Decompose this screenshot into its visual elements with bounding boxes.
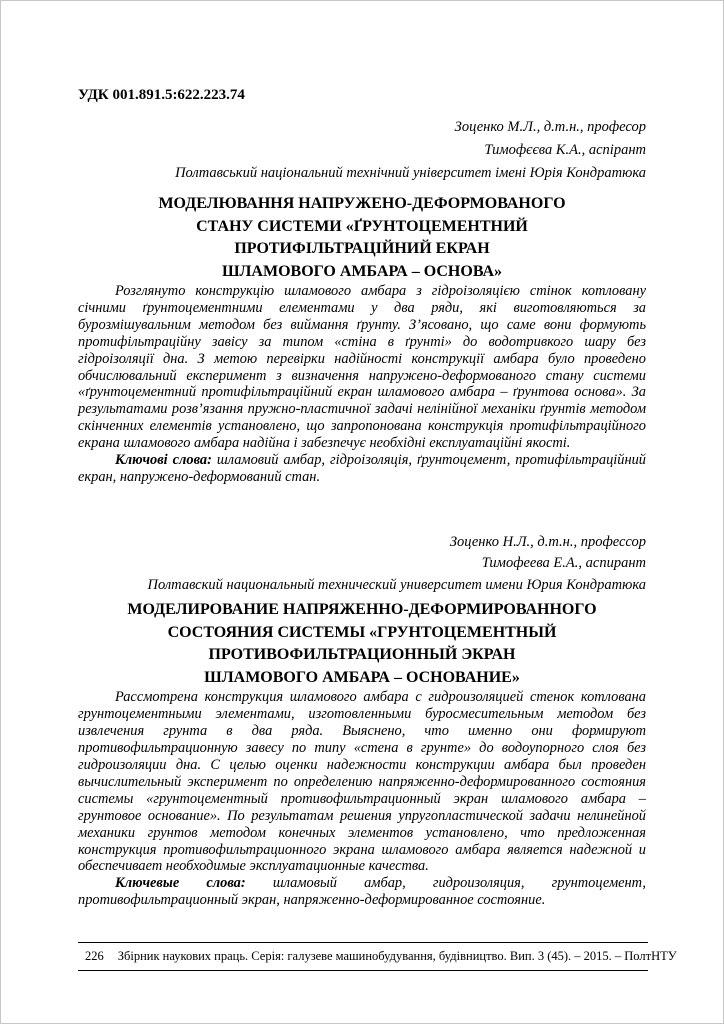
authors-block-ru — [78, 532, 646, 597]
title-line: МОДЕЛИРОВАНИЕ НАПРЯЖЕННО-ДЕФОРМИРОВАННОГО — [127, 601, 597, 619]
keywords-label-uk: Ключові слова: — [115, 452, 212, 469]
title-line: СОСТОЯНИЯ СИСТЕМЫ «ГРУНТОЦЕМЕНТНЫЙ — [167, 623, 557, 641]
keywords-text-ru: шламовый амбар, гидроизоляция, грунтоцемент, противофильтрационный экран, напряженно-деформированное состояние. — [78, 875, 646, 909]
keywords-text-uk: шламовий амбар, гідроізоляція, ґрунтоцемент, протифільтраційний екран, напружено-деформований стан. — [78, 452, 646, 485]
keywords-label-ru: Ключевые слова: — [115, 875, 246, 892]
title-line: ШЛАМОВОГО АМБАРА – ОСНОВАНИЕ» — [204, 668, 520, 686]
article-title-ru — [78, 599, 646, 689]
author-line: Зоценко Н.Л., д.т.н., профессор — [449, 533, 646, 550]
title-line: ШЛАМОВОГО АМБАРА – ОСНОВА» — [221, 262, 503, 280]
author-line: Зоценко М.Л., д.т.н., професор — [454, 119, 646, 135]
udc-code: УДК 001.891.5:622.223.74 — [78, 87, 245, 103]
abstract-ru: Рассмотрена конструкция шламового амбара с гидроизоляцией стенок котлована грунтоцементными элементами, изготовленными буросмесительным методом без извлечения грунта в два ряда. Выяснено, что именно они формируют противофильтрационную завесу по типу «стена в грунте» до водоупорного слоя без гидроизоляции дна. С целью оценки надежности конструкции амбара был проведен вычислительный эксперимент по определению напряженно-деформированного состояния системы «грунтоцементный противофильтрационный экран шламового амбара – грунтовое основание». По результатам решения упругопластической задачи нелинейной механики грунтов методом конечных элементов установлено, что предложенная конструкция противофильтрационного экрана шламового амбара является надежной и обеспечивает необходимые эксплуатационные качества. — [78, 689, 646, 875]
article-title-uk — [78, 193, 646, 283]
keywords-uk — [78, 452, 646, 486]
abstract-uk: Розглянуто конструкцію шламового амбара з гідроізоляцією стінок котловану січними ґрунтоцементними елементами у два ряди, які виготовляються за бурозмішувальним методом без виймання ґрунту. З’ясовано, що саме вони формують протифільтраційну завісу за типом «стіна в ґрунті» до водотривкого шару без гідроізоляції дна. З метою перевірки надійності конструкції амбара було проведено обчислювальний експеримент з визначення напружено-деформованого стану системи «ґрунтоцементний протифільтраційний екран шламового амбара – ґрунтова основа». За результатами розв’язання пружно-пластичної задачі нелінійної механіки ґрунтів методом скінченних елементів установлено, що запропонована конструкція протифільтраційного екрана шламового амбара надійна і забезпечує необхідні експлуатаційні якості. — [78, 283, 646, 452]
author-line: Тимофєєва К.А., аспірант — [484, 142, 646, 158]
title-line: ПРОТИВОФИЛЬТРАЦИОННЫЙ ЭКРАН — [208, 646, 516, 664]
page-footer — [78, 942, 677, 971]
affiliation-line: Полтавський національний технічний університет імені Юрія Кондратюка — [175, 165, 646, 181]
affiliation-line: Полтавский национальный технический университет имени Юрия Кондратюка — [147, 576, 646, 593]
keywords-ru — [78, 875, 646, 909]
authors-block-uk — [78, 116, 646, 185]
author-line: Тимофеева Е.А., аспирант — [481, 555, 646, 572]
title-line: СТАНУ СИСТЕМИ «ҐРУНТОЦЕМЕНТНИЙ — [196, 217, 528, 235]
title-line: ПРОТИФІЛЬТРАЦІЙНИЙ ЕКРАН — [234, 240, 490, 257]
footer-citation: Збірник наукових праць. Серія: галузеве машинобудування, будівництво. Вип. 3 (45). – 2015. – ПолтНТУ — [117, 949, 677, 963]
page-number: 226 — [85, 949, 104, 963]
title-line: МОДЕЛЮВАННЯ НАПРУЖЕНО-ДЕФОРМОВАНОГО — [158, 195, 566, 212]
